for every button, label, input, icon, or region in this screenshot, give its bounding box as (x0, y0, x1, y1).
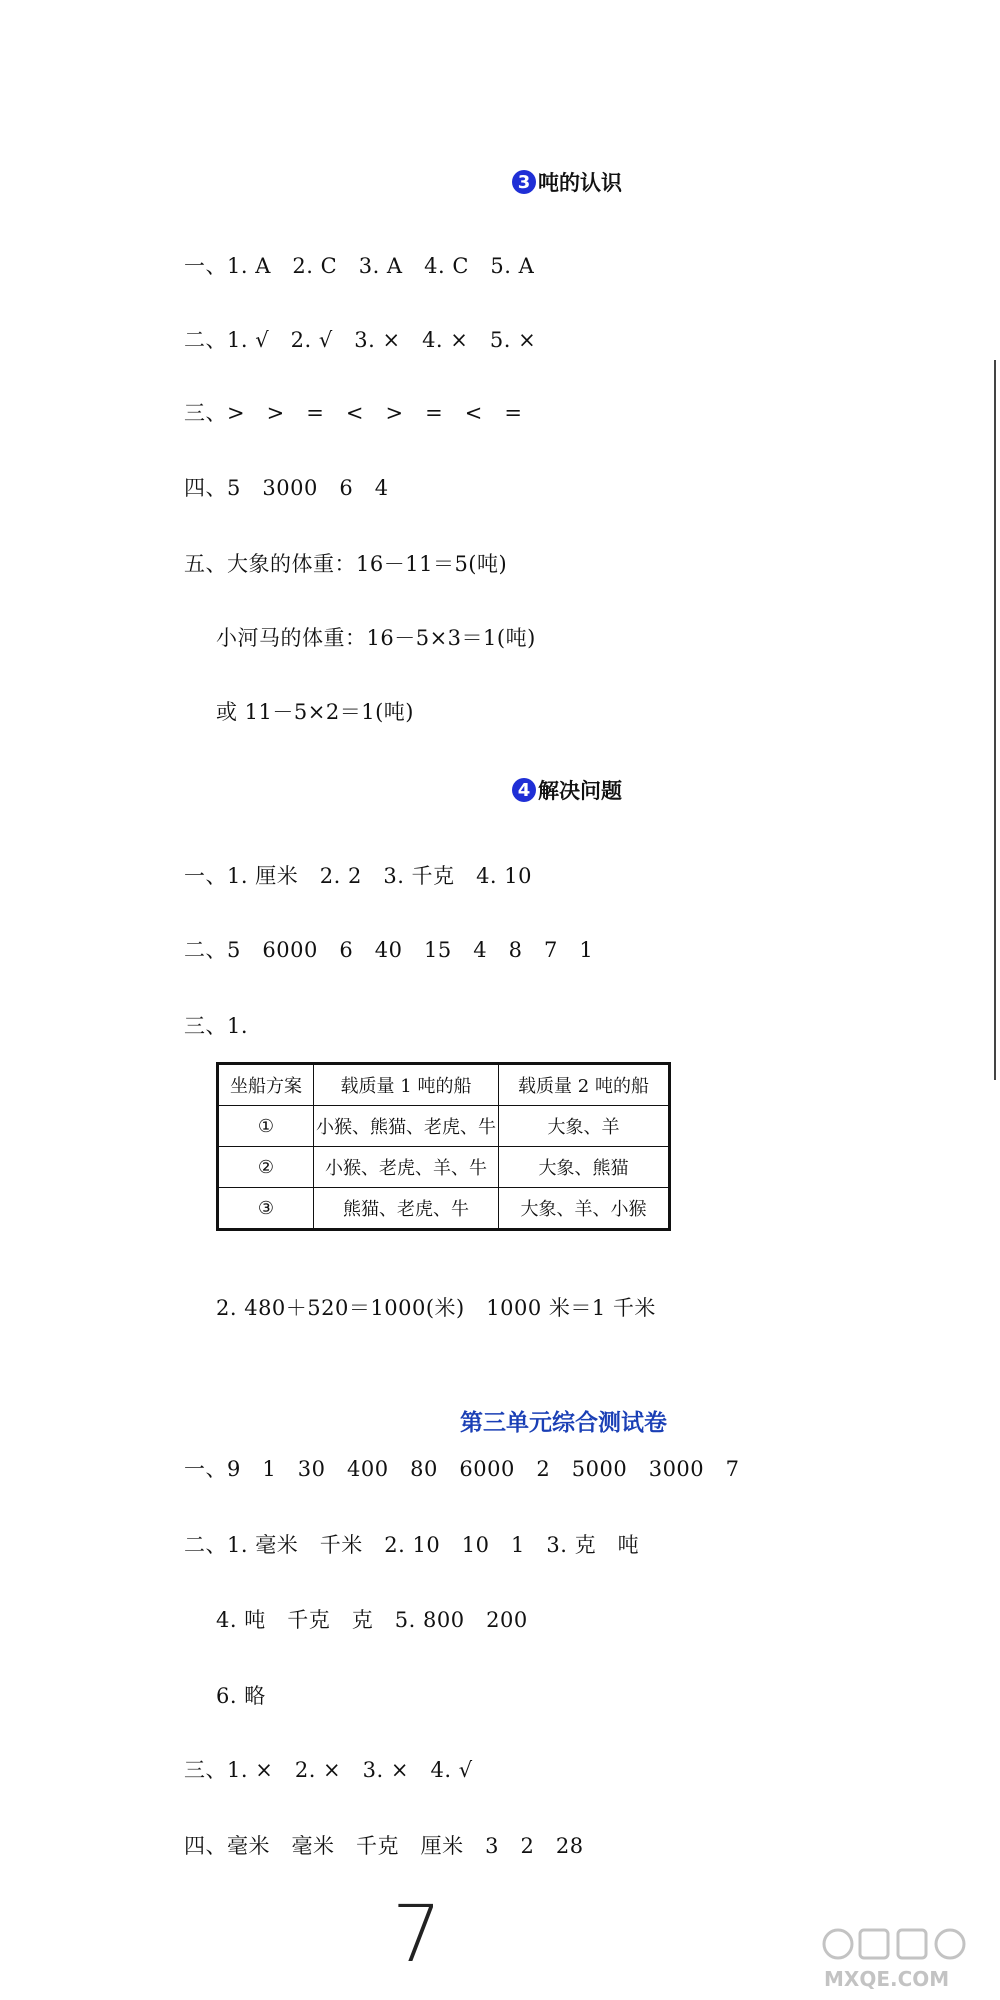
answer-line: 四、毫米 毫米 千克 厘米 3 2 28 (184, 1834, 584, 1858)
table-header-cell: 载质量 1 吨的船 (314, 1064, 499, 1106)
page-edge-rule (994, 360, 996, 1080)
watermark-text: MXQE.COM (824, 1967, 950, 1991)
table-cell: 小猴、老虎、羊、牛 (314, 1147, 499, 1188)
table-cell: ③ (218, 1188, 314, 1230)
table-cell: ① (218, 1106, 314, 1147)
table-header-cell: 坐船方案 (218, 1064, 314, 1106)
answer-line: 五、大象的体重：16－11＝5(吨) (184, 552, 508, 576)
table-row (218, 1188, 670, 1230)
answer-line: 一、1. A 2. C 3. A 4. C 5. A (184, 254, 535, 278)
table-row (218, 1106, 670, 1147)
table-cell: 大象、羊、小猴 (499, 1188, 670, 1230)
answer-line: 或 11－5×2＝1(吨) (216, 700, 414, 724)
table-cell: ② (218, 1147, 314, 1188)
section-title: 吨的认识 (538, 170, 622, 195)
answer-line: 四、5 3000 6 4 (184, 476, 389, 500)
handwritten-page-number: 7 (392, 1890, 442, 1980)
answer-line: 6. 略 (216, 1684, 266, 1708)
answer-line: 三、1. (184, 1014, 249, 1038)
table-cell: 大象、羊 (499, 1106, 670, 1147)
answer-line: 二、1. 毫米 千米 2. 10 10 1 3. 克 吨 (184, 1533, 640, 1557)
table-cell: 大象、熊猫 (499, 1147, 670, 1188)
answer-line: 一、9 1 30 400 80 6000 2 5000 3000 7 (184, 1457, 740, 1481)
answer-line: 一、1. 厘米 2. 2 3. 千克 4. 10 (184, 864, 533, 888)
unit-test-title: 第三单元综合测试卷 (460, 1409, 667, 1436)
answer-line: 4. 吨 千克 克 5. 800 200 (216, 1608, 528, 1632)
boat-plan-table (216, 1062, 671, 1231)
table-header-row (218, 1064, 670, 1106)
table-cell: 小猴、熊猫、老虎、牛 (314, 1106, 499, 1147)
section-title: 解决问题 (538, 778, 622, 803)
section-3-heading (512, 167, 622, 197)
table-cell: 熊猫、老虎、牛 (314, 1188, 499, 1230)
section-number-badge: 4 (512, 778, 536, 802)
answer-line: 三、1. × 2. × 3. × 4. √ (184, 1758, 473, 1782)
section-number-badge: 3 (512, 170, 536, 194)
answer-line: 二、1. √ 2. √ 3. × 4. × 5. × (184, 328, 537, 352)
section-4-heading (512, 775, 622, 805)
answer-line: 二、5 6000 6 40 15 4 8 7 1 (184, 938, 594, 962)
answer-line: 2. 480＋520＝1000(米) 1000 米＝1 千米 (216, 1296, 656, 1320)
table-header-cell: 载质量 2 吨的船 (499, 1064, 670, 1106)
watermark-logo (820, 1920, 990, 1992)
answer-line: 三、> > = < > = < = (184, 401, 523, 425)
table-row (218, 1147, 670, 1188)
answer-line: 小河马的体重：16－5×3＝1(吨) (216, 626, 536, 650)
